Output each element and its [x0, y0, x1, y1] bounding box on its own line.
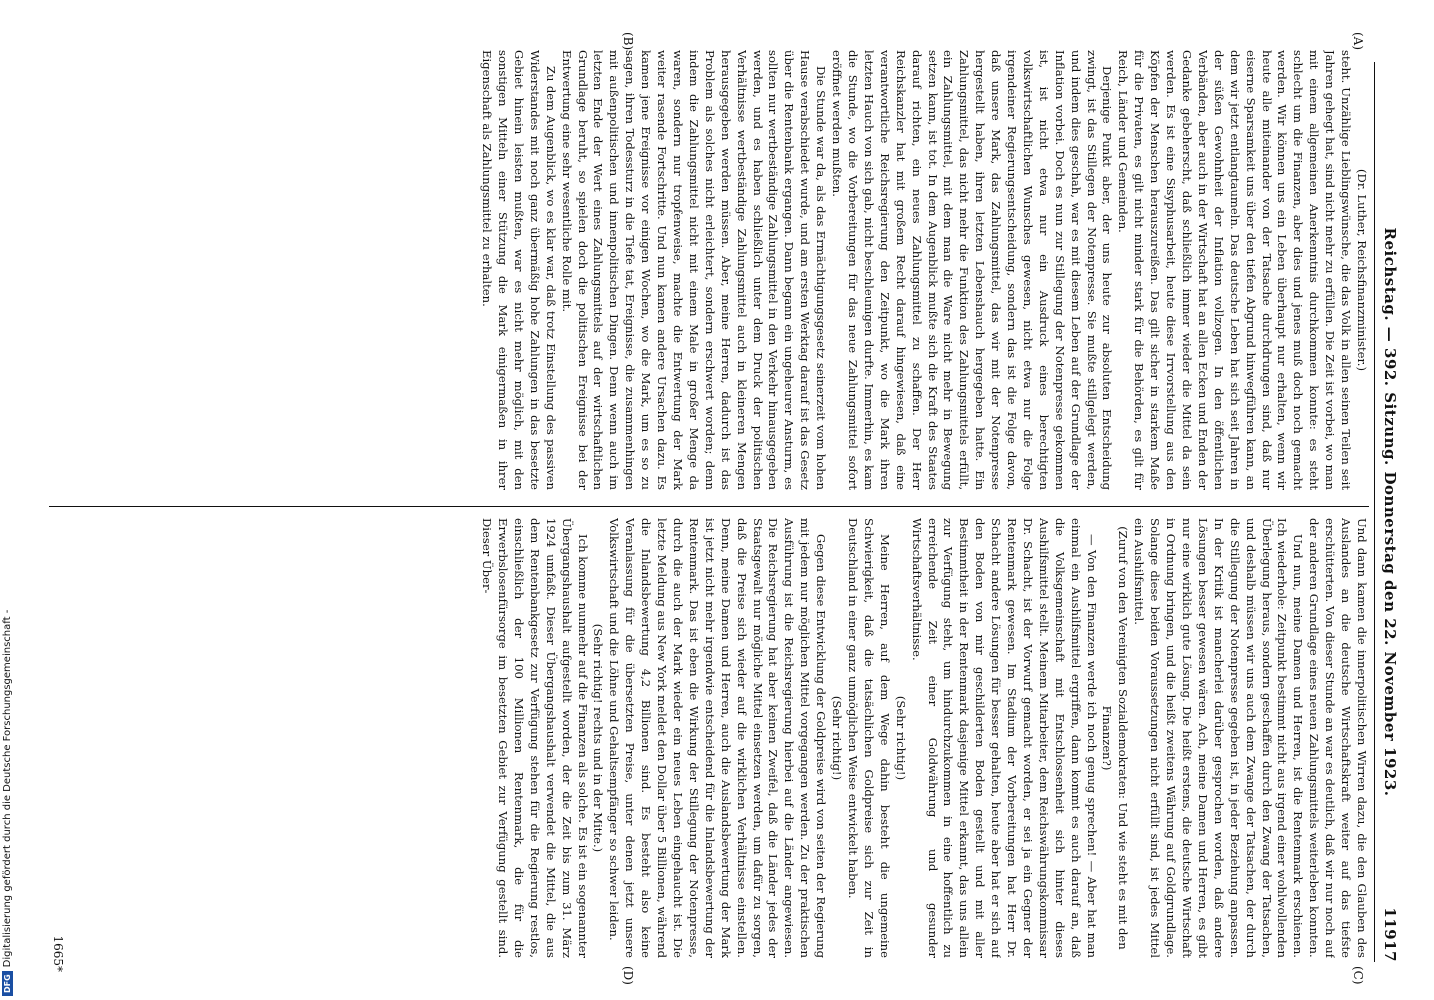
margin-letter-b: (B): [621, 32, 635, 51]
speaker-tag: (Dr. Luther, Reichsfinanzminister.): [1355, 169, 1369, 371]
digitization-credit: [2, 596, 16, 996]
margin-letter-d: (D): [621, 966, 635, 985]
paragraph: Die Stunde war da, als das Ermächtigungsgesetz seinerzeit vom hohen Hause verabschiedet wurde, und am ersten Werktag darauf ist das Gesetz über die Rentenbank ergangen. Dann begann ein ungeheurer Ansturm, es sollten nur wertbeständige Zahlungsmittel in den Verkehr hinausgegeben werden, und es haben schließlich unter dem Druck der politischen Verhältnisse wertbeständige Zahlungsmittel auch in kleineren Mengen herausgegeben werden müssen. Aber, meine Herren, dadurch ist das Problem als solches nicht erleichtert, sondern erschwert worden; denn indem die Zahlungsmittel nicht mit einem Male in großer Menge da waren, sondern nur tropfenweise, machte die Entwertung der Mark weiter rasende Fortschritte. Und nun kamen andere Ursachen dazu. Es kamen jene Ereignisse vor einigen Wochen, wo die Mark, um es so zu sagen, ihren Todessturz in die Tiefe tat, Ereignisse, die zusammenhingen mit außenpolitischen und innenpolitischen Dingen. Denn wenn auch im letzten Ende der Wert eines Zahlungsmittels auf der wirtschaftlichen Grundlage beruht, so spielen doch die politischen Ereignisse bei der Entwertung eine sehr wesentliche Rolle mit.: [559, 50, 829, 490]
right-column: [39, 518, 1369, 958]
interjection: (Sehr richtig! rechts und in der Mitte.): [591, 623, 606, 853]
paragraph: Meine Herren, auf dem Wege dahin besteht die ungemeine Schwierigkeit, daß die tatsächlichen Goldpreise sich zur Zeit in Deutschland in einer ganz unmöglichen Weise entwickelt haben.: [846, 518, 892, 958]
header-rule: [1374, 62, 1375, 962]
running-head: [1375, 62, 1401, 962]
paragraph: Und dann kamen die innerpolitischen Wirren dazu, die den Glauben des Auslandes an die deutsche Wirtschaftskraft weiter auf das tiefste erschütterten. Von dieser Stunde an war es deutlich, daß wir nur noch auf der anderen Grundlage eines neuen Zahlungsmittels weiterleben konnten.: [1307, 518, 1369, 958]
paragraph: — Von den Finanzen werde ich noch genug sprechen! — Aber hat man einmal ein Aushilfsmittel ergriffen, dann kommt es auch darauf an, daß die Volksgemeinschaft mit Entschlossenheit sich hinter dieses Aushilfsmittel stellt. Meinem Mitarbeiter, dem Reichswährungskommissar Dr. Schacht, ist der Vorwurf gemacht worden, er sei ja ein Gegner der Rentenmark gewesen. Im Stadium der Vorbereitungen hat Herr Dr. Schacht andere Lösungen für besser gehalten, heute aber hat er sich auf den Boden von mir geschilderten Boden gestellt und mit aller Bestimmtheit in der Rentenmark dasjenige Mittel erkannt, das uns allein zur Verfügung steht, um hindurchzukommen in eine hoffentlich zu erreichende Zeit einer Goldwährung und gesunder Wirtschaftsverhältnisse.: [909, 518, 1099, 958]
column-divider: [49, 506, 1369, 507]
paragraph: Zu dem Augenblick, wo es klar war, daß trotz Einstellung des passiven Widerstandes mit noch ganz übermäßig hohe Zahlungen in das besetzte Gebiet hinein leisten mußten, war es nicht mehr möglich, mit den sonstigen Mitteln einer Stützung die Mark einigermaßen in ihrer Eigenschaft als Zahlungsmittel zu erhalten.: [480, 50, 558, 490]
credit-text: Digitalisierung gefördert durch die Deutsche Forschungsgemeinschaft -: [2, 609, 13, 968]
left-column: [39, 50, 1369, 490]
interjection: (Zuruf von den Vereinigten Sozialdemokraten: Und wie steht es mit den Finanzen?): [1100, 526, 1131, 950]
page-number: 11917: [1381, 907, 1399, 962]
signature-mark: 1665*: [51, 935, 65, 972]
dfg-logo-icon: DFG: [2, 971, 13, 996]
interjection: (Sehr richtig!): [893, 695, 908, 781]
margin-letter-a: (A): [1351, 32, 1365, 51]
paragraph: Gegen diese Entwicklung der Goldpreise wird von seiten der Regierung mit jedem nur möglichen Mittel vorgegangen werden. Zu der praktischen Ausführung ist die Reichsregierung hierbei auf die Länder angewiesen. Die Reichsregierung hat aber keinen Zweifel, daß die Länder jedes der Staatsgewalt nur mögliche Mittel einsetzen werden, um dafür zu sorgen, daß die Preise sich wieder auf die wirklichen Verhältnisse einstellen. Denn, meine Damen und Herren, auch die Auslandsbewertung der Mark ist jetzt nicht mehr irgendwie entscheidend für die Inlandsbewertung der Rentenmark. Das ist eben die Wirkung der Stillegung der Notenpresse, durch die auch der Mark wieder ein neues Leben eingehaucht ist. Die letzte Meldung aus New York meldet den Dollar über 5 Billionen, während die Inlandsbewertung 4,2 Billionen sind. Es besteht also keine Veranlassung für die übersetzten Preise, unter denen jetzt unsere Volkswirtschaft und die Löhne und Gehaltsempfänger so schwer leiden.: [607, 518, 829, 958]
paragraph: steht. Unzählige Lieblingswünsche, die das Volk in allen seinen Teilen seit Jahren gehegt hat, sind nicht mehr zu erfüllen. Die Zeit ist vorbei, wo man mit einem allgemeinen Anerkenntnis durchkommen konnte: es steht schlecht um die Finanzen, aber dies und jenes muß doch noch gemacht werden. Wir können uns ein Leben überhaupt nur erhalten, wenn wir heute alle miteinander von der Tatsache durchdrungen sind, daß nur eiserne Sparsamkeit uns über den tiefen Abgrund hinwegführen kann, an dem wir jetzt entlangtaumeln. Das deutsche Leben hat sich seit Jahren in der süßen Gewohnheit der Inflation vollzogen. In den öffentlichen Verbänden, aber auch in der Wirtschaft hat an allen Ecken und Enden der Gedanke gebeherscht, daß schließlich immer wieder die Mittel da sein werden. Es ist eine Sisyphusarbeit, heute diese Irrvorstellung aus den Köpfen der Menschen herauszureißen. Das gilt sicher in starkem Maße für die Privaten, es gilt nicht minder stark für die Behörden, es gilt für Reich, Länder und Gemeinden.: [1116, 50, 1354, 490]
scanned-page: [30, 22, 1405, 985]
paragraph: Ich komme nunmehr auf die Finanzen als solche. Es ist ein sogenannter Übergangshaushalt aufgestellt worden, der die Zeit bis zum 31. März 1924 umfaßt. Dieser Übergangshaushalt verwendet die Mittel, die aus dem Rentenbankgesetz zur Verfügung stehen für die Regierung restlos, einschließlich der 100 Millionen Rentenmark, die für die Erwerbslosenfürsorge im besetzten Gebiet zur Verfügung gestellt sind. Dieser Über-: [480, 518, 590, 958]
interjection: (Sehr richtig!): [830, 695, 845, 781]
paragraph: Derjenige Punkt aber, der uns heute zur absoluten Entscheidung zwingt, ist das Stillegen der Notenpresse. Sie mußte stillgelegt werden, und indem dies geschah, war es mit diesem Leben auf der Grundlage der Inflation vorbei. Doch es nun zur Stillegung der Notenpresse gekommen ist, ist nicht etwa nur ein Ausdruck eines berechtigten volkswirtschaftlichen Wunsches gewesen, nicht etwa nur die Folge irgendeiner Regierungsentscheidung, sondern das ist die Folge davon, daß unsere Mark, das Zahlungsmittel, das wir mit der Notenpresse hergestellt haben, ihren letzten Lebenshauch hergegeben hatte. Ein Zahlungsmittel, das nicht mehr die Funktion des Zahlungsmittels erfüllt, ein Zahlungsmittel, mit dem man die Ware nicht mehr in Bewegung setzen kann, ist tot. In dem Augenblick mußte sich die Kraft des Staates darauf richten, ein neues Zahlungsmittel zu schaffen. Der Herr Reichskanzler hat mit großem Recht darauf hingewiesen, daß eine verantwortliche Reichsregierung den Zeitpunkt, wo die Mark ihren letzten Hauch von sich gab, nicht beschleunigen durfte. Immerhin, es kam die Stunde, wo die Vorbereitungen für das neue Zahlungsmittel sofort eröffnet werden mußten.: [830, 50, 1115, 490]
running-title: Reichstag. — 392. Sitzung. Donnerstag den 22. November 1923.: [1381, 227, 1399, 797]
margin-letter-c: (C): [1351, 966, 1365, 985]
paragraph: Und nun, meine Damen und Herren, ist die Rentenmark erschienen. Ich wiederhole: Zeitpunkt bestimmt nicht aus irgend einer wohlwollenden Überlegung heraus, sondern geschaffen durch den Zwang der Tatsachen, und deshalb müssen wir uns auch dem Zwange der Tatsachen, der durch die Stillegung der Notenpresse gegeben ist, in jeder Beziehung anpassen. In der Kritik ist mancherlei darüber gesprochen worden, daß andere Lösungen besser gewesen wären. Ach, meine Damen und Herren, es gibt nur eine wirklich gute Lösung. Die heißt erstens, die deutsche Wirtschaft in Ordnung bringen, und die heißt zweitens Währung auf Goldgrundlage. Solange diese beiden Voraussetzungen nicht erfüllt sind, ist jedes Mittel ein Aushilfsmittel.: [1132, 518, 1306, 958]
